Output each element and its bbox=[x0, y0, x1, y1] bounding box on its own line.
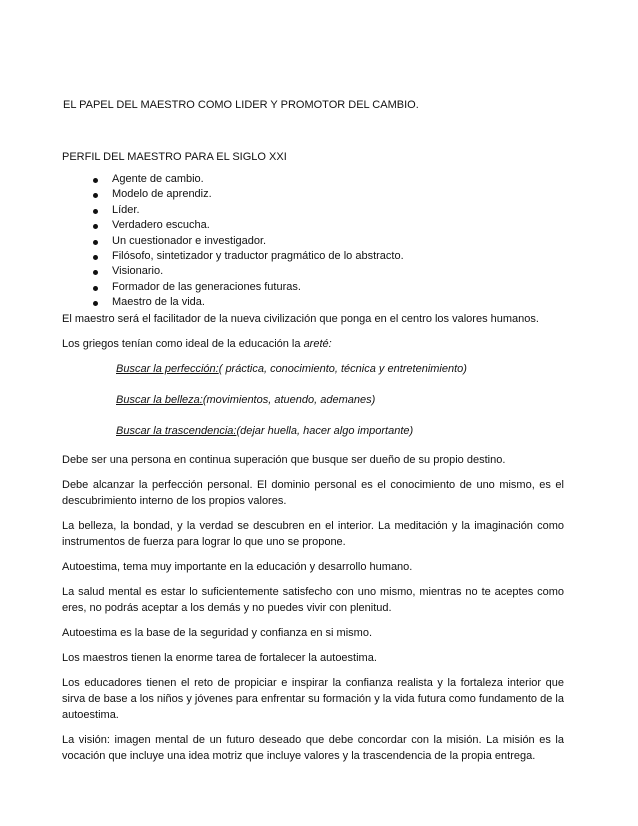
bullet-text: Agente de cambio. bbox=[112, 173, 204, 185]
bullet-item bbox=[62, 172, 404, 187]
section-heading: PERFIL DEL MAESTRO PARA EL SIGLO XXI bbox=[62, 151, 287, 163]
bullet-item bbox=[62, 187, 404, 202]
bullet-text: Filósofo, sintetizador y traductor pragmático de lo abstracto. bbox=[112, 249, 404, 262]
bullet-text: Líder. bbox=[112, 203, 140, 216]
bullet-text: Un cuestionador e investigador. bbox=[112, 234, 267, 247]
arete-item-detail: (dejar huella, hacer algo importante) bbox=[236, 425, 414, 437]
paragraph: Autoestima es la base de la seguridad y confianza en si mismo. bbox=[62, 627, 372, 639]
paragraph: Los maestros tienen la enorme tarea de fortalecer la autoestima. bbox=[62, 652, 377, 664]
document-title: EL PAPEL DEL MAESTRO COMO LIDER Y PROMOTOR DEL CAMBIO. bbox=[63, 99, 419, 111]
bullet-item bbox=[62, 218, 404, 233]
bullet-text: Visionario. bbox=[112, 265, 164, 278]
arete-item-lead: Buscar la trascendencia: bbox=[116, 425, 237, 437]
bullet-text: Formador de las generaciones futuras. bbox=[112, 280, 301, 293]
bullet-text: Verdadero escucha. bbox=[112, 219, 210, 232]
arete-term: areté: bbox=[303, 338, 332, 350]
paragraph: Debe ser una persona en continua superación que busque ser dueño de su propio destino. bbox=[62, 454, 506, 466]
bullet-text: Maestro de la vida. bbox=[112, 296, 205, 309]
arete-item bbox=[62, 423, 564, 439]
paragraph: Autoestima, tema muy importante en la educación y desarrollo humano. bbox=[62, 561, 413, 573]
document-body bbox=[62, 311, 564, 773]
profile-bullet-list bbox=[62, 172, 404, 311]
bullet-icon bbox=[93, 224, 98, 229]
bullet-text: Modelo de aprendiz. bbox=[112, 188, 212, 201]
bullet-item bbox=[62, 264, 404, 279]
bullet-icon bbox=[93, 301, 98, 306]
bullet-icon bbox=[93, 193, 98, 198]
arete-item bbox=[62, 392, 564, 408]
bullet-icon bbox=[93, 209, 98, 214]
bullet-item bbox=[62, 295, 404, 310]
bullet-icon bbox=[93, 178, 98, 183]
bullet-icon bbox=[93, 270, 98, 275]
bullet-icon bbox=[93, 255, 98, 260]
paragraph: La visión: imagen mental de un futuro deseado que debe concordar con la misión. La misión es la vocación que incluye una idea motriz que incluye valores y la trascendencia de la propia entrega. bbox=[62, 734, 564, 762]
bullet-icon bbox=[93, 286, 98, 291]
bullet-item bbox=[62, 280, 404, 295]
arete-item-lead: Buscar la belleza: bbox=[116, 394, 203, 406]
bullet-item bbox=[62, 203, 404, 218]
paragraph: La belleza, la bondad, y la verdad se descubren en el interior. La meditación y la imaginación como instrumentos de fuerza para lograr lo que uno se propone. bbox=[62, 520, 564, 548]
paragraph: El maestro será el facilitador de la nueva civilización que ponga en el centro los valores humanos. bbox=[62, 313, 539, 325]
bullet-item bbox=[62, 234, 404, 249]
paragraph-text: Los griegos tenían como ideal de la educación la bbox=[62, 338, 304, 350]
paragraph: Debe alcanzar la perfección personal. El dominio personal es el conocimiento de uno mismo, es el descubrimiento interno de los propios valores. bbox=[62, 479, 564, 507]
paragraph: Los educadores tienen el reto de propiciar e inspirar la confianza realista y la fortaleza interior que sirva de base a los niños y jóvenes para enfrentar su formación y la vida futura como fundamento de la autoestima. bbox=[62, 677, 564, 721]
arete-item bbox=[62, 361, 564, 377]
bullet-icon bbox=[93, 240, 98, 245]
paragraph bbox=[62, 336, 564, 352]
paragraph: La salud mental es estar lo suficientemente satisfecho con uno mismo, mientras no te aceptes como eres, no podrás aceptar a los demás y no puedes vivir con plenitud. bbox=[62, 586, 564, 614]
arete-item-lead: Buscar la perfección: bbox=[116, 363, 219, 375]
arete-item-detail: ( práctica, conocimiento, técnica y entretenimiento) bbox=[218, 363, 467, 375]
bullet-item bbox=[62, 249, 404, 264]
arete-item-detail: (movimientos, atuendo, ademanes) bbox=[202, 394, 376, 406]
